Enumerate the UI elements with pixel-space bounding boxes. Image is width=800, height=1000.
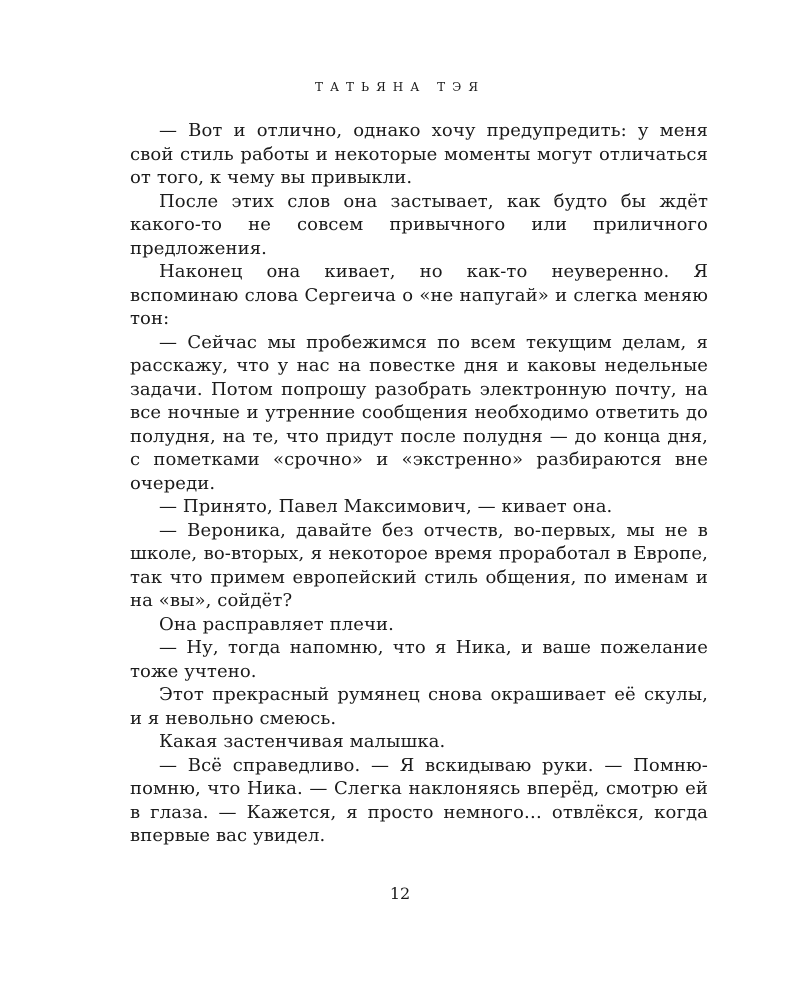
page-number: 12 <box>389 884 411 903</box>
running-head: ТАТЬЯНА ТЭЯ <box>314 80 486 94</box>
paragraph: Наконец она кивает, но как-то неуверенно. Я вспоминаю слова Сергеича о «не напугай» и слегка меняю тон: <box>130 261 708 329</box>
paragraph: Этот прекрасный румянец снова окрашивает её скулы, и я невольно смеюсь. <box>130 684 708 729</box>
paragraph: Она расправляет плечи. <box>159 613 394 635</box>
paragraph: Какая застенчивая малышка. <box>159 731 446 752</box>
paragraph: — Всё справедливо. — Я вскидываю руки. — Помню-помню, что Ника. — Слегка наклоняясь вперёд, смотрю ей в глаза. — Кажется, я просто немного… отвлёкся, когда впервые вас увидел. <box>130 754 708 846</box>
paragraph: — Принято, Павел Максимович, — кивает она. <box>159 496 613 517</box>
paragraph: — Вот и отлично, однако хочу предупредить: у меня свой стиль работы и некоторые моменты могут отличаться от того, к чему вы привыкли. <box>130 120 708 188</box>
paragraph: — Ну, тогда напомню, что я Ника, и ваше пожелание тоже учтено. <box>130 637 708 682</box>
paragraph: После этих слов она застывает, как будто бы ждёт какого-то не совсем привычного или приличного предложения. <box>130 190 708 259</box>
body-text <box>130 119 708 848</box>
paragraph: — Вероника, давайте без отчеств, во-первых, мы не в школе, во-вторых, я некоторое время проработал в Европе, так что примем европейский стиль общения, по именам и на «вы», сойдёт? <box>130 519 708 611</box>
paragraph: — Сейчас мы пробежимся по всем текущим делам, я расскажу, что у нас на повестке дня и каковы недельные задачи. Потом попрошу разобрать электронную почту, на все ночные и утренние сообщения необходимо ответить до полудня, на те, что придут после полудня — до конца дня, с пометками «срочно» и «экстренно» разбираются вне очереди. <box>130 331 708 494</box>
